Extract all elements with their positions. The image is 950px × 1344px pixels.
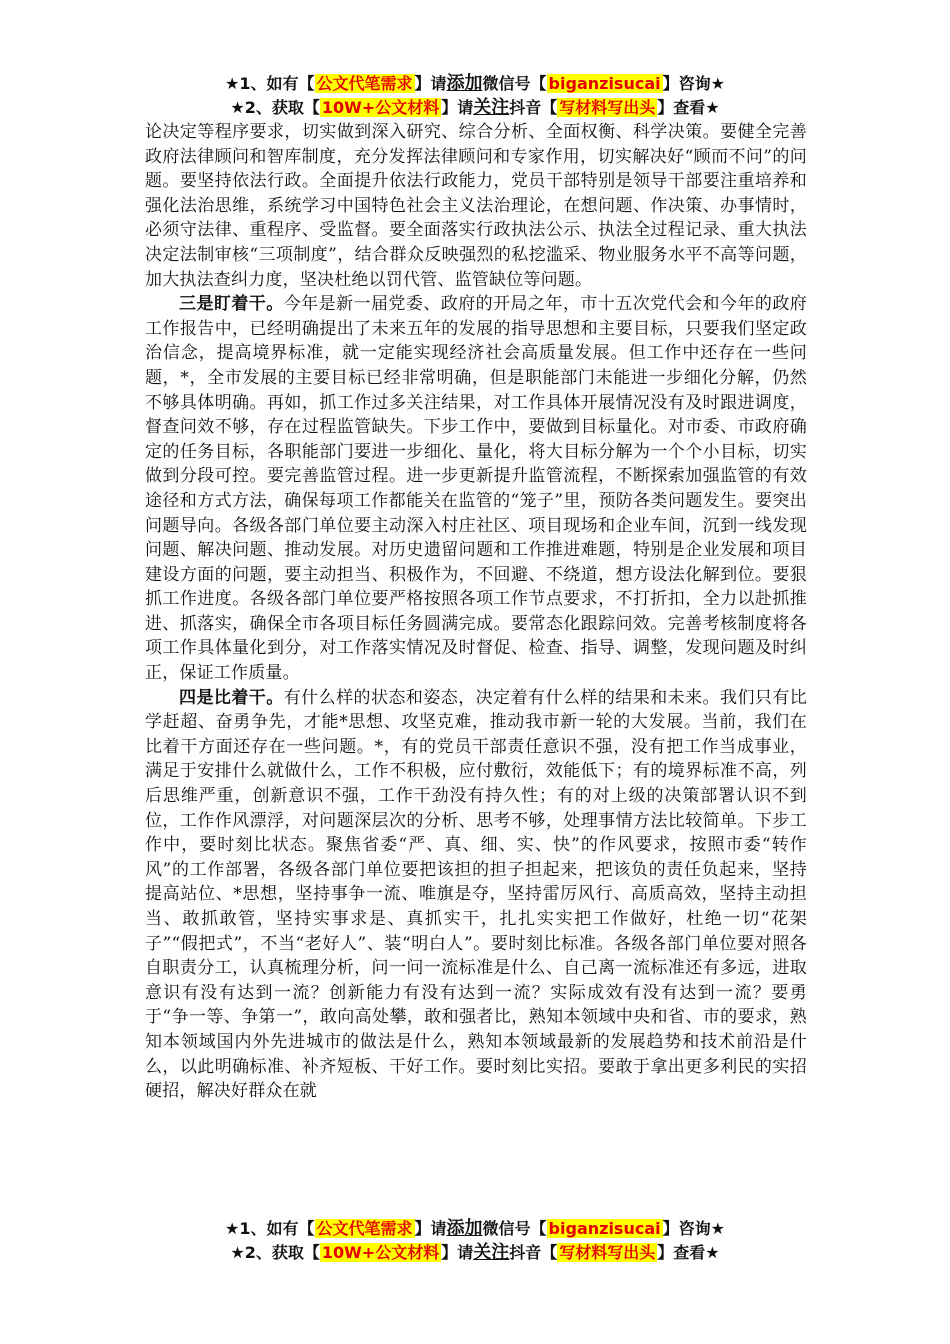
banner-text: 】请 — [414, 1219, 447, 1238]
banner-highlight: 公文代笔需求 — [316, 1219, 413, 1238]
banner-text: ★1、如有【 — [225, 1219, 315, 1238]
paragraph-three — [145, 292, 807, 686]
document-body — [145, 120, 807, 1104]
banner-highlight: 写材料写出头 — [559, 1243, 656, 1262]
banner-highlight: biganzisucai — [548, 1219, 661, 1238]
paragraph-heading: 三是盯着干。 — [179, 294, 284, 315]
banner-line-1 — [0, 72, 950, 96]
banner-highlight: 公文代笔需求 — [316, 74, 413, 93]
banner-line-1 — [0, 1217, 950, 1241]
banner-highlight: 写材料写出头 — [559, 98, 656, 117]
banner-text: 抖音【 — [509, 98, 558, 117]
banner-text: 】咨询★ — [662, 74, 725, 93]
banner-emphasis: 添加 — [446, 73, 483, 94]
banner-text: 微信号【 — [482, 1219, 547, 1238]
banner-text: 】请 — [441, 1243, 474, 1262]
banner-text: 】查看★ — [657, 1243, 720, 1262]
paragraph-text: 有什么样的状态和姿态，决定着有什么样的结果和未来。我们只有比学赶超、奋勇争先，才能*思想、攻坚克难，推动我市新一轮的大发展。当前，我们在比着干方面还存在一些问题。*，有的党员干部责任意识不强，没有把工作当成事业，满足于安排什么就做什么，工作不积极，应付敷衍，效能低下；有的境界标准不高，列后思维严重，创新意识不强，工作干劲没有持久性；有的对上级的决策部署认识不到位，工作作风漂浮，对问题深层次的分析、思考不够，处理事情方法比较简单。下步工作中，要时刻比状态。聚焦省委“严、真、细、实、快”的作风要求，按照市委“转作风”的工作部署，各级各部门单位要把该担的担子担起来，把该负的责任负起来，坚持提高站位、*思想，坚持事争一流、唯旗是夺，坚持雷厉风行、高质高效，坚持主动担当、敢抓敢管，坚持实事求是、真抓实干，扎扎实实把工作做好，杜绝一切“花架子”“假把式”，不当“老好人”、装“明白人”。要时刻比标准。各级各部门单位要对照各自职责分工，认真梳理分析，问一问一流标准是什么、自己离一流标准还有多远，进取意识有没有达到一流？创新能力有没有达到一流？实际成效有没有达到一流？要勇于“争一等、争第一”，敢向高处攀，敢和强者比，熟知本领域中央和省、市的要求，熟知本领域国内外先进城市的做法是什么，熟知本领域最新的发展趋势和技术前沿是什么，以此明确标准、补齐短板、干好工作。要时刻比实招。要敢于拿出更多利民的实招硬招，解决好群众在就 — [145, 687, 808, 1102]
banner-text: ★1、如有【 — [225, 74, 315, 93]
banner-text: 】查看★ — [657, 98, 720, 117]
banner-text: 】请 — [441, 98, 474, 117]
banner-text: 】请 — [414, 74, 447, 93]
paragraph-four — [145, 686, 807, 1104]
banner-emphasis: 关注 — [473, 1242, 510, 1263]
paragraph-heading: 四是比着干。 — [179, 687, 284, 708]
paragraph-text: 论决定等程序要求，切实做到深入研究、综合分析、全面权衡、科学决策。要健全完善政府法律顾问和智库制度，充分发挥法律顾问和专家作用，切实解决好“顾而不问”的问题。要坚持依法行政。全面提升依法行政能力，党员干部特别是领导干部要注重培养和强化法治思维，系统学习中国特色社会主义法治理论，在想问题、作决策、办事情时，必须守法律、重程序、受监督。要全面落实行政执法公示、执法全过程记录、重大执法决定法制审核“三项制度”，结合群众反映强烈的私挖滥采、物业服务水平不高等问题，加大执法查纠力度，坚决杜绝以罚代管、监管缺位等问题。 — [145, 122, 807, 290]
footer-banner — [0, 1217, 950, 1265]
paragraph-text: 今年是新一届党委、政府的开局之年，市十五次党代会和今年的政府工作报告中，已经明确提出了未来五年的发展的指导思想和主要目标，只要我们坚定政治信念，提高境界标准，就一定能实现经济社会高质量发展。但工作中还存在一些问题，*，全市发展的主要目标已经非常明确，但是职能部门未能进一步细化分解，仍然不够具体明确。再如，抓工作过多关注结果，对工作具体开展情况没有及时跟进调度，督查问效不够，存在过程监管缺失。下步工作中，要做到目标量化。对市委、市政府确定的任务目标，各职能部门要进一步细化、量化，将大目标分解为一个个小目标，切实做到分段可控。要完善监管过程。进一步更新提升监管流程，不断探索加强监管的有效途径和方式方法，确保每项工作都能关在监管的“笼子”里，预防各类问题发生。要突出问题导向。各级各部门单位要主动深入村庄社区、项目现场和企业车间，沉到一线发现问题、解决问题、推动发展。对历史遗留问题和工作推进难题，特别是企业发展和项目建设方面的问题，要主动担当、积极作为，不回避、不绕道，想方设法化解到位。要狠抓工作进度。各级各部门单位要严格按照各项工作节点要求，不打折扣，全力以赴抓推进、抓落实，确保全市各项目标任务圆满完成。要常态化跟踪问效。完善考核制度将各项工作具体量化到分，对工作落实情况及时督促、检查、指导、调整，发现问题及时纠正，保证工作质量。 — [145, 294, 808, 684]
header-banner — [0, 72, 950, 120]
banner-highlight: 10W+公文材料 — [321, 1243, 440, 1262]
banner-emphasis: 添加 — [446, 1218, 483, 1239]
banner-highlight: biganzisucai — [548, 74, 661, 93]
paragraph-continued — [145, 120, 807, 292]
banner-line-2 — [0, 1241, 950, 1265]
banner-text: 抖音【 — [509, 1243, 558, 1262]
banner-text: 微信号【 — [482, 74, 547, 93]
banner-highlight: 10W+公文材料 — [321, 98, 440, 117]
banner-emphasis: 关注 — [473, 97, 510, 118]
banner-line-2 — [0, 96, 950, 120]
banner-text: ★2、获取【 — [230, 1243, 320, 1262]
banner-text: ★2、获取【 — [230, 98, 320, 117]
banner-text: 】咨询★ — [662, 1219, 725, 1238]
